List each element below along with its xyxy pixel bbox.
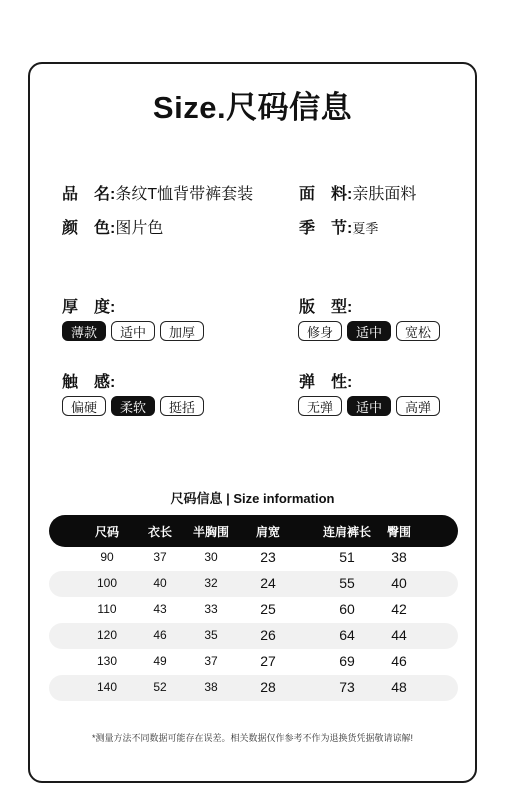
- table-cell: 42: [391, 601, 407, 617]
- thickness-option: 适中: [111, 321, 155, 341]
- table-row: [49, 675, 458, 701]
- table-cell: 24: [260, 575, 276, 591]
- color-label: 颜 色:: [62, 220, 116, 237]
- fit-options: [298, 321, 440, 341]
- product-name-label: 品 名:: [62, 186, 116, 203]
- table-cell: 33: [204, 602, 218, 616]
- table-header-cell: 半胸围: [192, 525, 230, 539]
- thickness-label: 厚 度:: [62, 299, 116, 316]
- color: [62, 215, 163, 238]
- table-cell: 48: [391, 679, 407, 695]
- table-cell: 55: [339, 575, 355, 591]
- table-cell: 46: [153, 628, 167, 642]
- fabric: [299, 181, 416, 204]
- elasticity-options: [298, 396, 440, 416]
- table-header: [49, 515, 458, 547]
- table-cell: 37: [204, 654, 218, 668]
- table-cell: 73: [339, 679, 355, 695]
- table-cell: 64: [339, 627, 355, 643]
- touch-option: 偏硬: [62, 396, 106, 416]
- fit-option: 宽松: [396, 321, 440, 341]
- table-cell: 26: [260, 627, 276, 643]
- table-cell: 30: [204, 550, 218, 564]
- table-cell: 60: [339, 601, 355, 617]
- table-cell: 40: [391, 575, 407, 591]
- table-cell: 23: [260, 549, 276, 565]
- elasticity-option: 适中: [347, 396, 391, 416]
- table-cell: 120: [96, 628, 118, 642]
- season: [299, 215, 378, 238]
- table-header-cell: 连肩裤长: [322, 525, 372, 539]
- table-cell: 140: [96, 680, 118, 694]
- table-row: [49, 649, 458, 675]
- table-title: 尺码信息 | Size information: [170, 491, 335, 506]
- table-row: [49, 545, 458, 571]
- product-name-value: 条纹T恤背带裤套装: [115, 186, 254, 203]
- thickness-option: 加厚: [160, 321, 204, 341]
- table-cell: 90: [100, 550, 114, 564]
- table-cell: 46: [391, 653, 407, 669]
- elasticity-label: 弹 性:: [299, 374, 353, 391]
- table-header-cell: 臀围: [386, 525, 412, 539]
- fit-label: 版 型:: [299, 299, 353, 316]
- fit-option: 修身: [298, 321, 342, 341]
- table-header-cell: 衣长: [147, 525, 173, 539]
- table-cell: 38: [204, 680, 218, 694]
- touch-options: [62, 396, 204, 416]
- elasticity-option: 高弹: [396, 396, 440, 416]
- season-value: 夏季: [352, 221, 379, 236]
- fit-option: 适中: [347, 321, 391, 341]
- touch-label: 触 感:: [62, 374, 116, 391]
- table-cell: 52: [153, 680, 167, 694]
- table-row: [49, 571, 458, 597]
- table-header-cell: 肩宽: [255, 525, 281, 539]
- elasticity-option: 无弹: [298, 396, 342, 416]
- table-cell: 38: [391, 549, 407, 565]
- table-header-cell: 尺码: [94, 525, 120, 539]
- table-cell: 28: [260, 679, 276, 695]
- table-row: [49, 597, 458, 623]
- product-name: [62, 181, 253, 204]
- table-cell: 27: [260, 653, 276, 669]
- table-cell: 100: [96, 576, 118, 590]
- thickness-options: [62, 321, 204, 341]
- season-label: 季 节:: [299, 220, 353, 237]
- table-cell: 130: [96, 654, 118, 668]
- color-value: 图片色: [115, 220, 164, 237]
- table-cell: 51: [339, 549, 355, 565]
- touch-option: 柔软: [111, 396, 155, 416]
- table-cell: 40: [153, 576, 167, 590]
- table-cell: 37: [153, 550, 167, 564]
- table-cell: 35: [204, 628, 218, 642]
- thickness-option: 薄款: [62, 321, 106, 341]
- table-cell: 43: [153, 602, 167, 616]
- disclaimer-note: *测量方法不同数据可能存在误差。相关数据仅作参考不作为退换货凭据敬请谅解!: [91, 733, 413, 743]
- page-title: Size.尺码信息: [152, 90, 353, 125]
- fabric-label: 面 料:: [299, 186, 353, 203]
- fabric-value: 亲肤面料: [352, 186, 417, 203]
- table-cell: 32: [204, 576, 218, 590]
- table-cell: 69: [339, 653, 355, 669]
- table-row: [49, 623, 458, 649]
- touch-option: 挺括: [160, 396, 204, 416]
- table-cell: 44: [391, 627, 407, 643]
- table-cell: 25: [260, 601, 276, 617]
- table-cell: 49: [153, 654, 167, 668]
- table-cell: 110: [97, 602, 117, 616]
